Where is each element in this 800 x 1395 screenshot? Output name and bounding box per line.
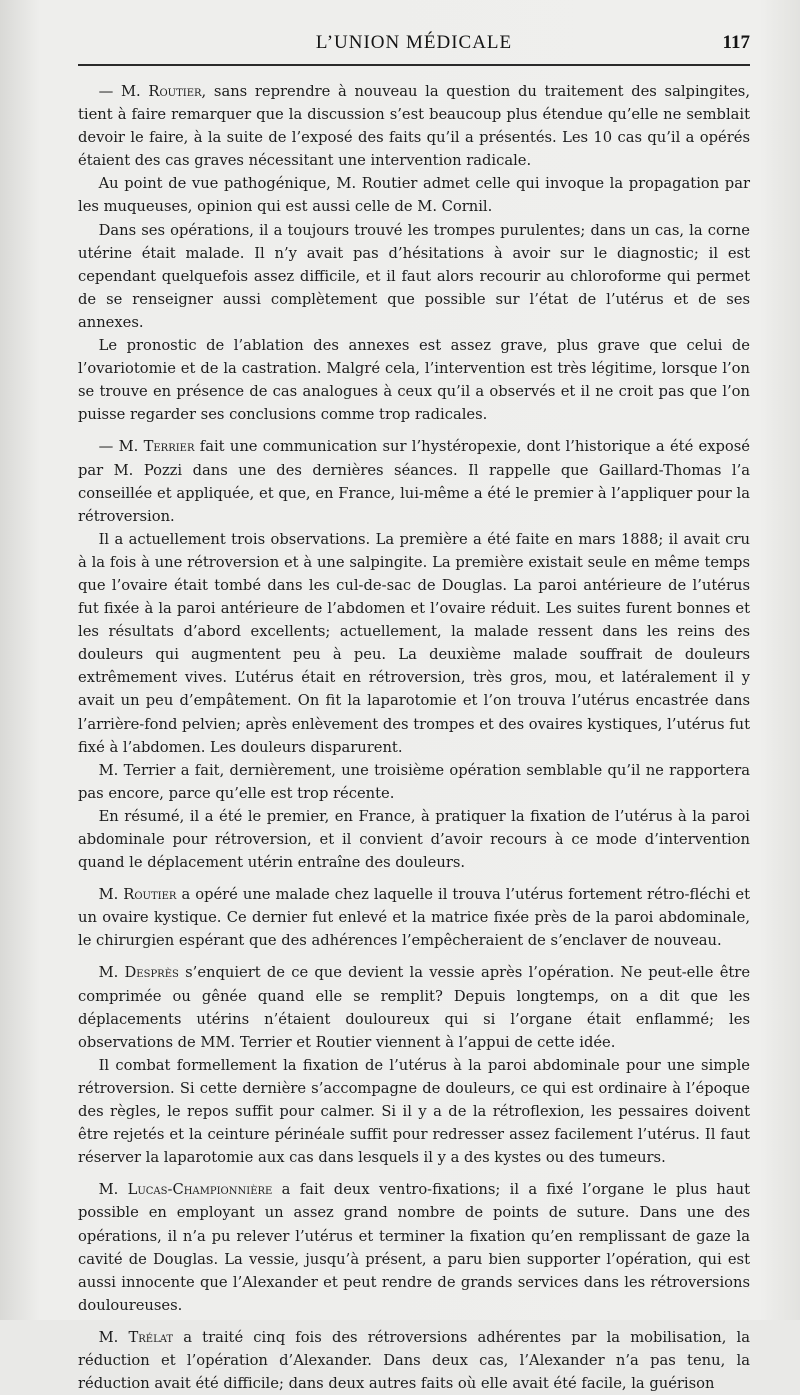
speaker-name: M. Desprès	[98, 964, 179, 982]
paragraph-p3	[78, 219, 750, 334]
speaker-name: M. Lucas-Championnière	[98, 1181, 273, 1199]
speaker-name: M. Routier,	[120, 83, 207, 100]
paragraph-p13	[78, 1326, 750, 1395]
running-title: L’UNION MÉDICALE	[315, 32, 513, 53]
paragraph-p10	[78, 961, 750, 1053]
paragraph-text: Il a actuellement trois observations. La première a été faite en mars 1888; il avait cru à la fois à une rétroversion et à une salpingite. La première existait seule en même temps que l’ovaire était tombé dans les cul-de-sac de Douglas. La paroi antérieure de l’utérus fut fixée à la paroi antérieure de l’abdomen et l’ovaire réduit. Les suites furent bonnes et les résultats d’abord excellents; actuellement, la malade ressent dans les reins des douleurs qui augmentent peu à peu. La deuxième malade souffrait de douleurs extrêmement vives. L’utérus était en rétroversion, très gros, mou, et latéralement il y avait un peu d’empâtement. On fit la laparotomie et l’on trouva l’utérus encastrée dans l’arrière-fond pelvien; après enlèvement des trompes et des ovaires kystiques, l’utérus fut fixé à l’abdomen. Les douleurs disparurent.	[78, 530, 750, 756]
speaker-name: M. Terrier	[118, 438, 195, 456]
paragraph-text: M. Terrier a fait, dernièrement, une troisième opération semblable qu’il ne rapportera pas encore, parce qu’elle est trop récente.	[78, 761, 750, 802]
paragraph-text: Dans ses opérations, il a toujours trouvé les trompes purulentes; dans un cas, la corne utérine était malade. Il n’y avait pas d’hésitations à avoir sur le diagnostic; il est cependant quelquefois assez difficile, et il faut alors recourir au chloroforme qui permet de se renseigner aussi complètement que possible sur l’état de l’utérus et de ses annexes.	[78, 221, 750, 331]
paragraph-text: a traité cinq fois des rétroversions adhérentes par la mobilisation, la réduction et l’opération d’Alexander. Dans deux cas, l’Alexander n’a pas tenu, la réduction avait été difficile; dans deux autres faits où elle avait été facile, la guérison	[78, 1328, 750, 1393]
page-number: 117	[722, 32, 750, 53]
paragraph-text: Il combat formellement la fixation de l’utérus à la paroi abdominale pour une simple rétroversion. Si cette dernière s’accompagne de douleurs, ce qui est ordinaire à l’époque des règles, le repos suffit pour calmer. Si il y a de la rétroflexion, les pessaires doivent être rejetés et la ceinture périnéale suffit pour redresser assez facilement l’utérus. Il faut réserver la laparotomie aux cas dans lesquels il y a des kystes ou des tumeurs.	[78, 1056, 750, 1167]
paragraph-text: a fait deux ventro-fixations; il a fixé l’organe le plus haut possible en employant un assez grand nombre de points de suture. Dans une des opérations, il n’a pu relever l’utérus et terminer la fixation qu’en remplissant de gaze la cavité de Douglas. La vessie, jusqu’à présent, a paru bien supporter l’opération, qui est aussi innocente que l’Alexander et peut rendre de grands services dans les rétroversions douloureuses.	[78, 1181, 751, 1314]
paragraph-p11	[78, 1054, 750, 1169]
paragraph-p7	[78, 759, 750, 805]
paragraph-p6	[78, 528, 750, 759]
paragraph-text: fait une communication sur l’hystéropexie, dont l’historique a été exposé par M. Pozzi dans une des dernières séances. Il rappelle que Gaillard-Thomas l’a conseillée et appliquée, et que, en France, lui-même a été le premier à l’appliquer pour la rétroversion.	[78, 438, 750, 525]
paragraph-p4	[78, 334, 750, 426]
paragraph-p1	[78, 80, 750, 172]
paragraph-p12	[78, 1178, 750, 1317]
paragraph-text: s’enquiert de ce que devient la vessie après l’opération. Ne peut-elle être comprimée ou gênée quand elle se remplit? Depuis longtemps, on a dit que les déplacements utérins n’étaient douloureux qui si l’organe était enflammé; les observations de MM. Terrier et Routier viennent à l’appui de cette idée.	[78, 964, 751, 1051]
header-rule	[78, 64, 750, 66]
paragraph-text: Le pronostic de l’ablation des annexes est assez grave, plus grave que celui de l’ovariotomie et de la castration. Malgré cela, l’intervention est très légitime, lorsque l’on se trouve en présence de cas analogues à ceux qu’il a observés et il ne croit pas que l’on puisse regarder ses conclusions comme trop radicales.	[78, 337, 750, 424]
paragraph-p8	[78, 805, 750, 874]
paragraph-text: Au point de vue pathogénique, M. Routier admet celle qui invoque la propagation par les muqueuses, opinion qui est aussi celle de M. Cornil.	[78, 175, 750, 216]
page-header	[78, 30, 750, 60]
article-body	[78, 80, 750, 1395]
paragraph-dash: —	[98, 438, 119, 456]
paragraph-dash: —	[98, 83, 121, 100]
paragraph-text: a opéré une malade chez laquelle il trouva l’utérus fortement rétro-fléchi et un ovaire kystique. Ce dernier fut enlevé et la matrice fixée près de la paroi abdominale, le chirurgien espérant que des adhérences l’empêcheraient de s’enclaver de nouveau.	[78, 886, 750, 950]
paragraph-p2	[78, 172, 750, 218]
paragraph-text: sans reprendre à nouveau la question du traitement des salpingites, tient à faire remarquer que la discussion s’est beaucoup plus étendue qu’elle ne semblait devoir le faire, à la suite de l’exposé des faits qu’il a présentés. Les 10 cas qu’il a opérés étaient des cas graves nécessitant une intervention radicale.	[78, 83, 751, 170]
paragraph-p5	[78, 435, 750, 527]
paragraph-text: En résumé, il a été le premier, en France, à pratiquer la fixation de l’utérus à la paroi abdominale pour rétroversion, et il convient d’avoir recours à ce mode d’intervention quand le déplacement utérin entraîne des douleurs.	[78, 807, 750, 872]
speaker-name: M. Trélat	[98, 1328, 174, 1346]
paragraph-p9	[78, 883, 750, 952]
speaker-name: M. Routier	[98, 886, 177, 904]
